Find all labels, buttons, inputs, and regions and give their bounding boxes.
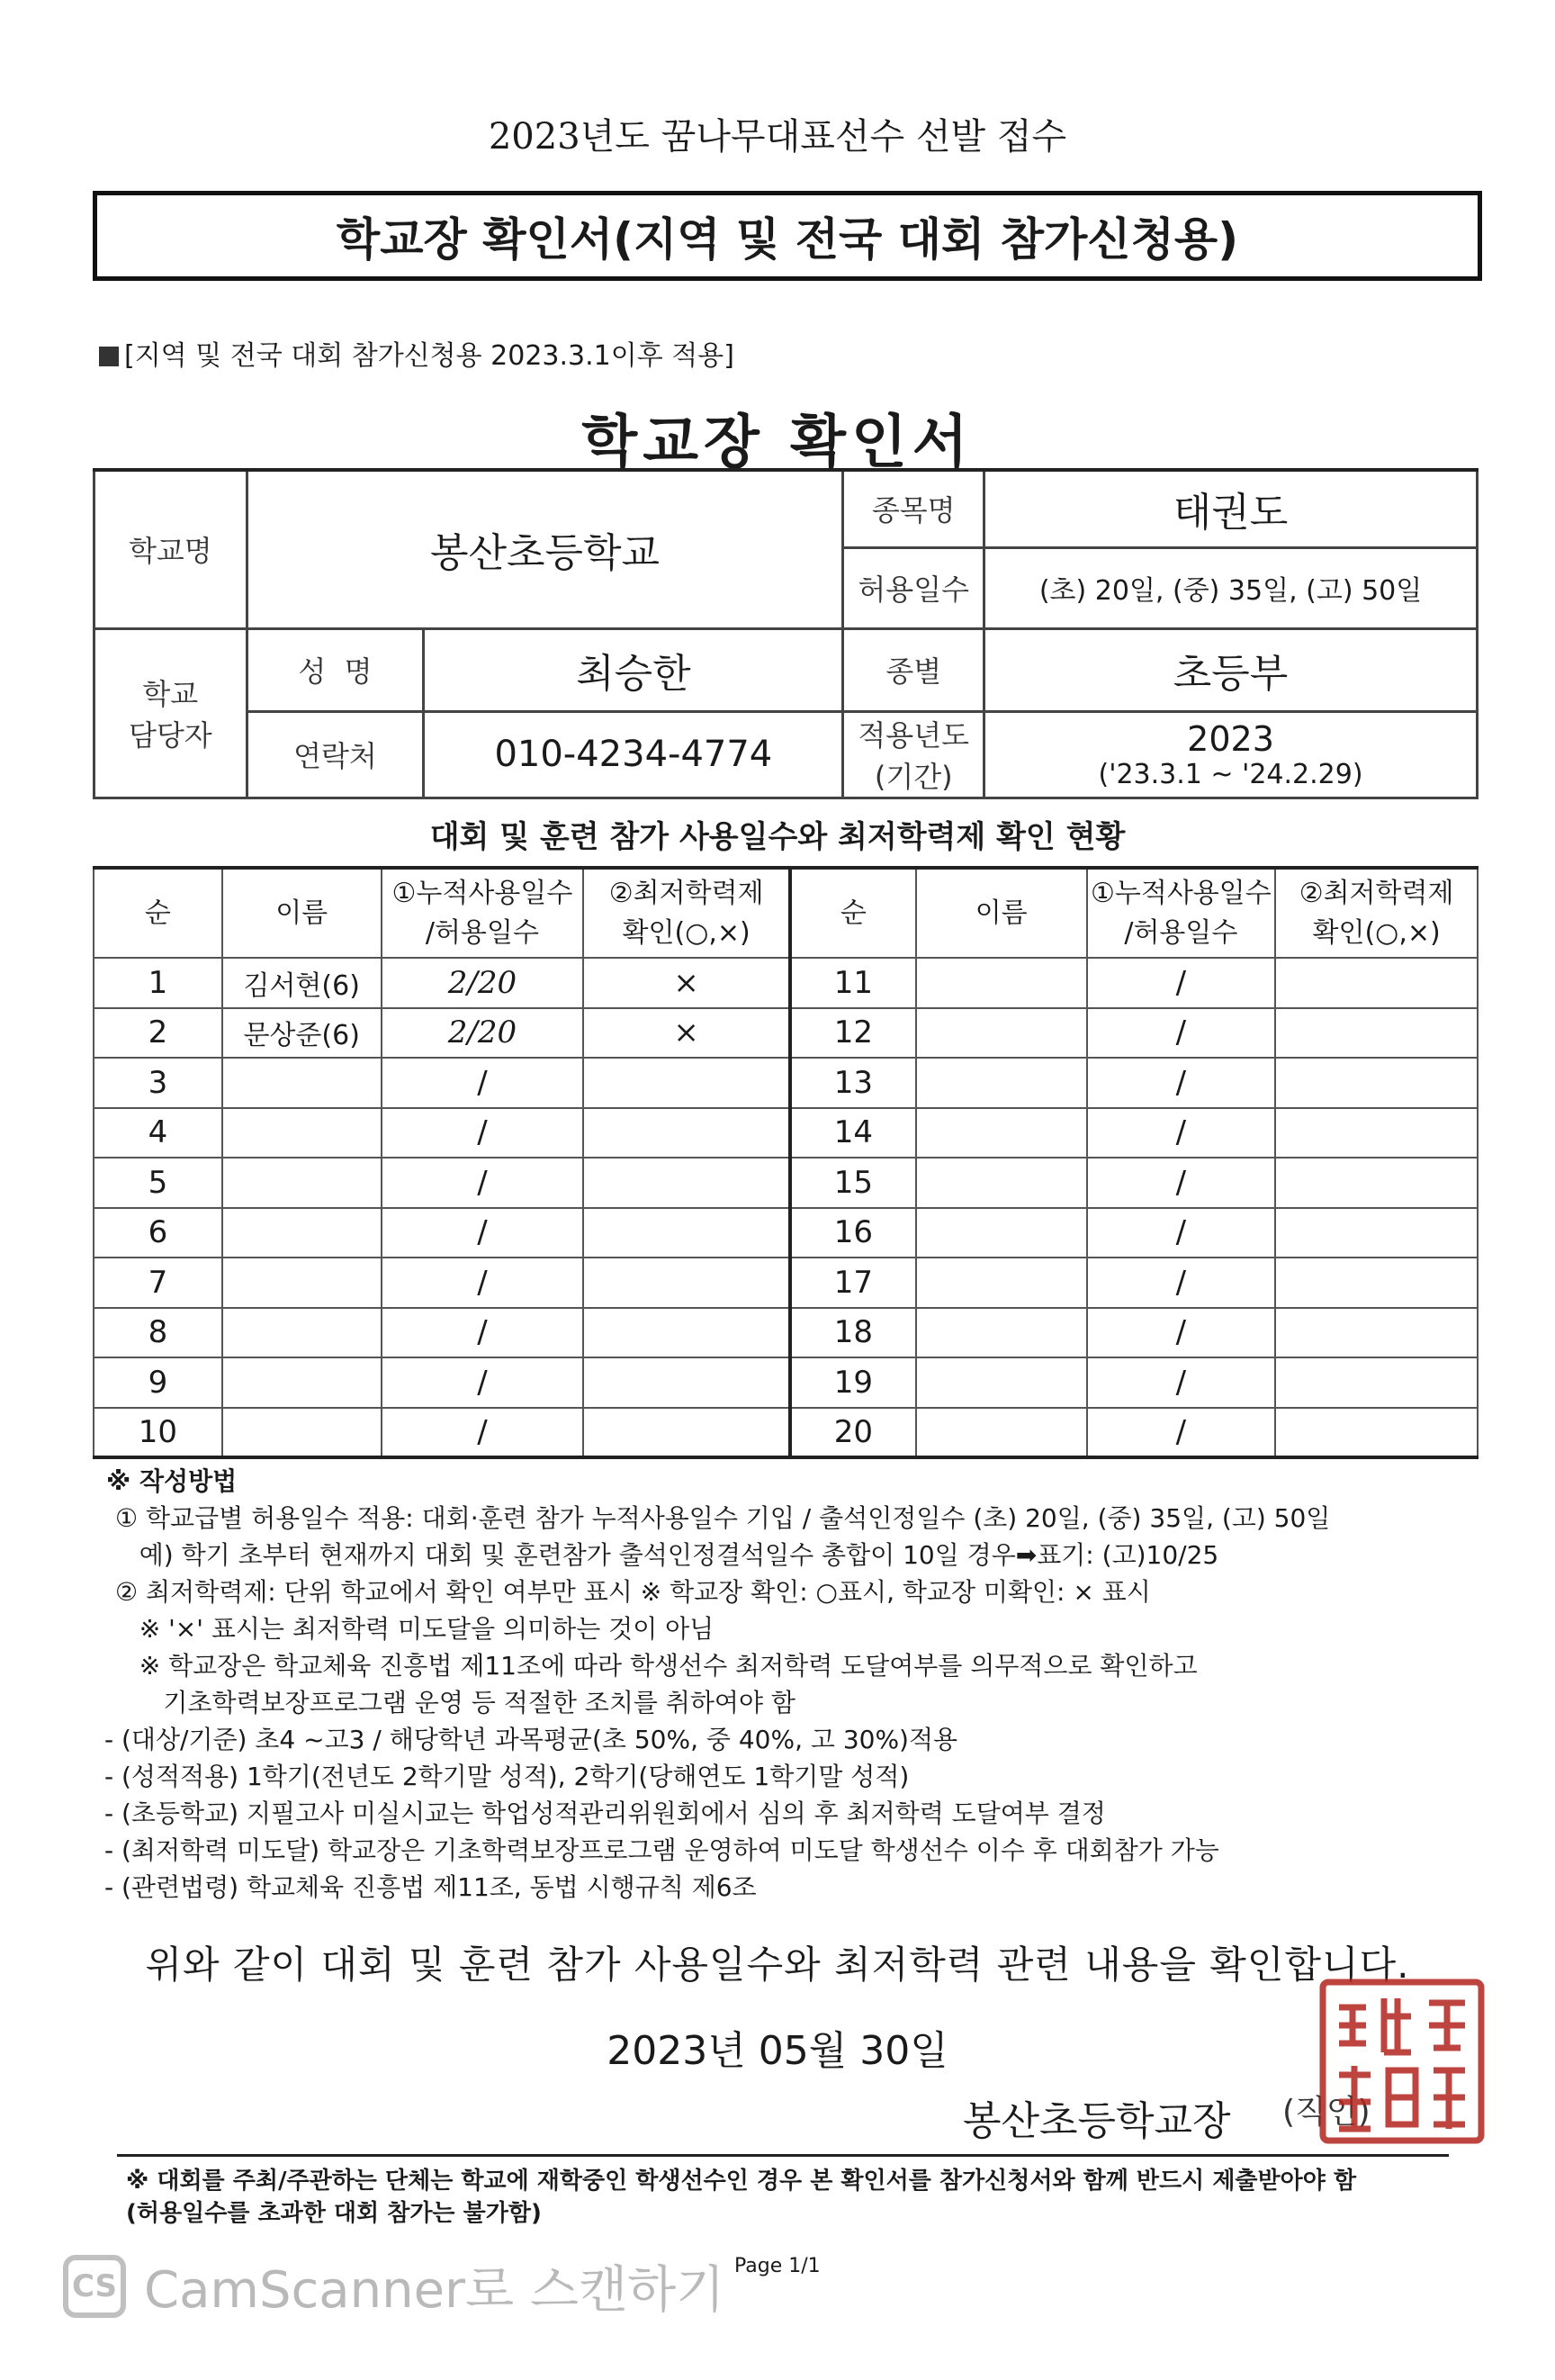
attendance-rows bbox=[94, 958, 1478, 1457]
guide-line: ※ '×' 표시는 최저학력 미도달을 의미하는 것이 아님 bbox=[115, 1614, 715, 1644]
guide-line: ② 최저학력제: 단위 학교에서 확인 여부만 표시 ※ 학교장 확인: ○표시, 학교장 미확인: × 표시 bbox=[115, 1577, 1151, 1607]
min-academic-cell bbox=[583, 1258, 790, 1308]
min-academic-cell bbox=[1275, 1408, 1478, 1458]
student-name bbox=[916, 1008, 1087, 1059]
category-label: 종별 bbox=[843, 628, 984, 711]
table-row bbox=[94, 1008, 1478, 1059]
header-min-line2: 확인(○,×) bbox=[622, 916, 751, 949]
used-days-cell: / bbox=[1087, 1408, 1276, 1458]
used-days-cell: / bbox=[382, 1108, 584, 1158]
scope-note bbox=[99, 333, 734, 373]
year-label bbox=[843, 711, 984, 798]
header-min-academic-2 bbox=[1275, 868, 1478, 958]
row-number: 5 bbox=[94, 1158, 222, 1208]
footnote-line: (허용일수를 초과한 대회 참가는 불가함) bbox=[126, 2200, 542, 2227]
used-days-cell: / bbox=[1087, 1208, 1276, 1258]
table-row bbox=[94, 1208, 1478, 1258]
student-name bbox=[222, 1108, 382, 1158]
row-number: 1 bbox=[94, 958, 222, 1008]
used-days-cell: / bbox=[1087, 1357, 1276, 1408]
student-name bbox=[222, 1357, 382, 1408]
used-days-cell: / bbox=[382, 1357, 584, 1408]
table-row bbox=[94, 958, 1478, 1008]
used-days-cell: / bbox=[382, 1308, 584, 1358]
row-number: 14 bbox=[790, 1108, 916, 1158]
header-used-line1: ①누적사용일수 bbox=[391, 878, 573, 909]
min-academic-cell bbox=[1275, 1258, 1478, 1308]
min-academic-cell bbox=[583, 1357, 790, 1408]
year-label-line2: (기간) bbox=[874, 760, 953, 794]
row-number: 4 bbox=[94, 1108, 222, 1158]
table-row bbox=[94, 1158, 1478, 1208]
banner-title: 학교장 확인서(지역 및 전국 대회 참가신청용) bbox=[93, 191, 1482, 281]
row-number: 13 bbox=[790, 1058, 916, 1108]
student-name bbox=[222, 1408, 382, 1458]
table-row bbox=[94, 1308, 1478, 1358]
row-number: 18 bbox=[790, 1308, 916, 1358]
header-used-days-2 bbox=[1087, 868, 1276, 958]
allowed-days-label: 허용일수 bbox=[843, 547, 984, 628]
table-row bbox=[94, 1058, 1478, 1108]
student-name bbox=[222, 1208, 382, 1258]
student-name bbox=[916, 1108, 1087, 1158]
table-row bbox=[94, 1258, 1478, 1308]
school-value: 봉산초등학교 bbox=[247, 470, 843, 628]
used-days-cell: / bbox=[1087, 1108, 1276, 1158]
school-label: 학교명 bbox=[94, 470, 247, 628]
scope-note-text: [지역 및 전국 대회 참가신청용 2023.3.1이후 적용] bbox=[124, 340, 734, 372]
guide-line: - (성적적용) 1학기(전년도 2학기말 성적), 2학기(당해연도 1학기말 성적) bbox=[104, 1762, 910, 1791]
header-used-days bbox=[382, 868, 584, 958]
row-number: 6 bbox=[94, 1208, 222, 1258]
student-name bbox=[916, 1158, 1087, 1208]
table-row bbox=[94, 1357, 1478, 1408]
student-name: 김서현(6) bbox=[222, 958, 382, 1008]
scanner-watermark bbox=[63, 2250, 724, 2322]
row-number: 3 bbox=[94, 1058, 222, 1108]
used-days-cell: 2/20 bbox=[382, 1008, 584, 1059]
row-number: 15 bbox=[790, 1158, 916, 1208]
used-days-cell: 2/20 bbox=[382, 958, 584, 1008]
min-academic-cell: × bbox=[583, 958, 790, 1008]
contact-label-line2: 담당자 bbox=[128, 718, 212, 753]
header-name: 이름 bbox=[222, 868, 382, 958]
phone-label: 연락처 bbox=[247, 711, 424, 798]
min-academic-cell bbox=[583, 1108, 790, 1158]
used-days-cell: / bbox=[1087, 958, 1276, 1008]
header-min-line1: ②최저학력제 bbox=[608, 878, 764, 909]
header-min-line2-2: 확인(○,×) bbox=[1312, 916, 1441, 949]
row-number: 17 bbox=[790, 1258, 916, 1308]
min-academic-cell bbox=[1275, 1108, 1478, 1158]
category-value: 초등부 bbox=[984, 628, 1478, 711]
guide-line: 기초학력보장프로그램 운영 등 적절한 조치를 취하여야 함 bbox=[115, 1688, 795, 1717]
min-academic-cell bbox=[583, 1058, 790, 1108]
used-days-cell: / bbox=[382, 1158, 584, 1208]
footnote bbox=[126, 2165, 1449, 2230]
min-academic-cell bbox=[1275, 958, 1478, 1008]
used-days-cell: / bbox=[1087, 1308, 1276, 1358]
sport-label: 종목명 bbox=[843, 470, 984, 547]
guide-line: ① 학교급별 허용일수 적용: 대회·훈련 참가 누적사용일수 기입 / 출석인정일수 (초) 20일, (중) 35일, (고) 50일 bbox=[115, 1503, 1331, 1533]
page-title: 학교장 확인서 bbox=[581, 410, 974, 476]
footnote-line: ※ 대회를 주최/주관하는 단체는 학교에 재학중인 학생선수인 경우 본 확인서를 참가신청서와 함께 반드시 제출받아야 함 bbox=[126, 2168, 1357, 2195]
row-number: 19 bbox=[790, 1357, 916, 1408]
used-days-cell: / bbox=[1087, 1058, 1276, 1108]
min-academic-cell bbox=[1275, 1357, 1478, 1408]
min-academic-cell bbox=[583, 1308, 790, 1358]
year-value: 2023 bbox=[1187, 718, 1274, 759]
table-row bbox=[94, 1108, 1478, 1158]
guide-line: ※ 학교장은 학교체육 진흥법 제11조에 따라 학생선수 최저학력 도달여부를 의무적으로 확인하고 bbox=[115, 1651, 1198, 1681]
guide-line: 예) 학기 초부터 현재까지 대회 및 훈련참가 출석인정결석일수 총합이 10일 경우➡표기: (고)10/25 bbox=[115, 1540, 1219, 1570]
min-academic-cell bbox=[1275, 1058, 1478, 1108]
page-number: Page 1/1 bbox=[734, 2255, 821, 2277]
contact-person-label bbox=[94, 628, 247, 798]
used-days-cell: / bbox=[382, 1408, 584, 1458]
min-academic-cell bbox=[583, 1208, 790, 1258]
year-value-cell bbox=[984, 711, 1478, 798]
row-number: 9 bbox=[94, 1357, 222, 1408]
student-name bbox=[916, 958, 1087, 1008]
student-name bbox=[916, 1357, 1087, 1408]
row-number: 10 bbox=[94, 1408, 222, 1458]
row-number: 7 bbox=[94, 1258, 222, 1308]
info-table bbox=[93, 468, 1479, 799]
student-name bbox=[916, 1308, 1087, 1358]
watermark-text: CamScanner로 스캔하기 bbox=[144, 2261, 725, 2320]
guide-line: - (최저학력 미도달) 학교장은 기초학력보장프로그램 운영하여 미도달 학생선수 이수 후 대회참가 가능 bbox=[104, 1835, 1219, 1865]
official-seal-icon bbox=[1312, 1971, 1492, 2151]
used-days-cell: / bbox=[382, 1208, 584, 1258]
guide-title: ※ 작성방법 bbox=[106, 1466, 238, 1496]
contact-label-line1: 학교 bbox=[142, 677, 199, 711]
min-academic-cell bbox=[583, 1408, 790, 1458]
camscanner-logo-icon: CS bbox=[63, 2255, 126, 2318]
sport-value: 태권도 bbox=[984, 470, 1478, 547]
used-days-cell: / bbox=[1087, 1158, 1276, 1208]
used-days-cell: / bbox=[382, 1058, 584, 1108]
header-used-line2-2: /허용일수 bbox=[1124, 916, 1238, 949]
row-number: 11 bbox=[790, 958, 916, 1008]
writing-guide bbox=[104, 1463, 1447, 1906]
row-number: 8 bbox=[94, 1308, 222, 1358]
header-min-line1-2: ②최저학력제 bbox=[1299, 878, 1454, 909]
year-label-line1: 적용년도 bbox=[858, 718, 970, 753]
header-no-2: 순 bbox=[790, 868, 916, 958]
attendance-table bbox=[93, 866, 1479, 1459]
student-name bbox=[916, 1408, 1087, 1458]
row-number: 20 bbox=[790, 1408, 916, 1458]
section-title: 대회 및 훈련 참가 사용일수와 최저학력제 확인 현황 bbox=[429, 819, 1126, 855]
used-days-cell: / bbox=[382, 1258, 584, 1308]
min-academic-cell bbox=[1275, 1308, 1478, 1358]
table-row bbox=[94, 1408, 1478, 1458]
confirmation-statement: 위와 같이 대회 및 훈련 참가 사용일수와 최저학력 관련 내용을 확인합니다. bbox=[145, 1943, 1410, 1987]
principal-signature-line: 봉산초등학교장 bbox=[963, 2098, 1231, 2144]
used-days-cell: / bbox=[1087, 1258, 1276, 1308]
student-name bbox=[222, 1308, 382, 1358]
min-academic-cell bbox=[1275, 1208, 1478, 1258]
header-used-line1-2: ①누적사용일수 bbox=[1090, 878, 1272, 909]
student-name bbox=[222, 1158, 382, 1208]
student-name: 문상준(6) bbox=[222, 1008, 382, 1059]
student-name bbox=[222, 1058, 382, 1108]
min-academic-cell bbox=[1275, 1008, 1478, 1059]
row-number: 16 bbox=[790, 1208, 916, 1258]
name-label: 성 명 bbox=[247, 628, 424, 711]
phone-value: 010-4234-4774 bbox=[424, 711, 843, 798]
min-academic-cell bbox=[583, 1158, 790, 1208]
min-academic-cell: × bbox=[583, 1008, 790, 1059]
guide-line: - (대상/기준) 초4 ~고3 / 해당학년 과목평균(초 50%, 중 40%, 고 30%)적용 bbox=[104, 1725, 958, 1754]
footnote-divider bbox=[117, 2154, 1449, 2157]
header-used-line2: /허용일수 bbox=[425, 916, 539, 949]
header-no: 순 bbox=[94, 868, 222, 958]
guide-line: - (초등학교) 지필고사 미실시교는 학업성적관리위원회에서 심의 후 최저학력 도달여부 결정 bbox=[104, 1799, 1106, 1828]
document-header: 2023년도 꿈나무대표선수 선발 접수 bbox=[488, 116, 1067, 158]
guide-line: - (관련법령) 학교체육 진흥법 제11조, 동법 시행규칙 제6조 bbox=[104, 1872, 757, 1902]
student-name bbox=[916, 1208, 1087, 1258]
min-academic-cell bbox=[1275, 1158, 1478, 1208]
issue-date: 2023년 05월 30일 bbox=[607, 2028, 948, 2074]
allowed-days-value: (초) 20일, (중) 35일, (고) 50일 bbox=[984, 547, 1478, 628]
student-name bbox=[222, 1258, 382, 1308]
name-value: 최승한 bbox=[424, 628, 843, 711]
used-days-cell: / bbox=[1087, 1008, 1276, 1059]
student-name bbox=[916, 1258, 1087, 1308]
year-period: ('23.3.1 ~ '24.2.29) bbox=[1098, 758, 1363, 790]
row-number: 12 bbox=[790, 1008, 916, 1059]
header-min-academic bbox=[583, 868, 790, 958]
row-number: 2 bbox=[94, 1008, 222, 1059]
square-bullet-icon bbox=[99, 347, 119, 366]
student-name bbox=[916, 1058, 1087, 1108]
seal-label: (직인) bbox=[1282, 2094, 1371, 2131]
header-name-2: 이름 bbox=[916, 868, 1087, 958]
